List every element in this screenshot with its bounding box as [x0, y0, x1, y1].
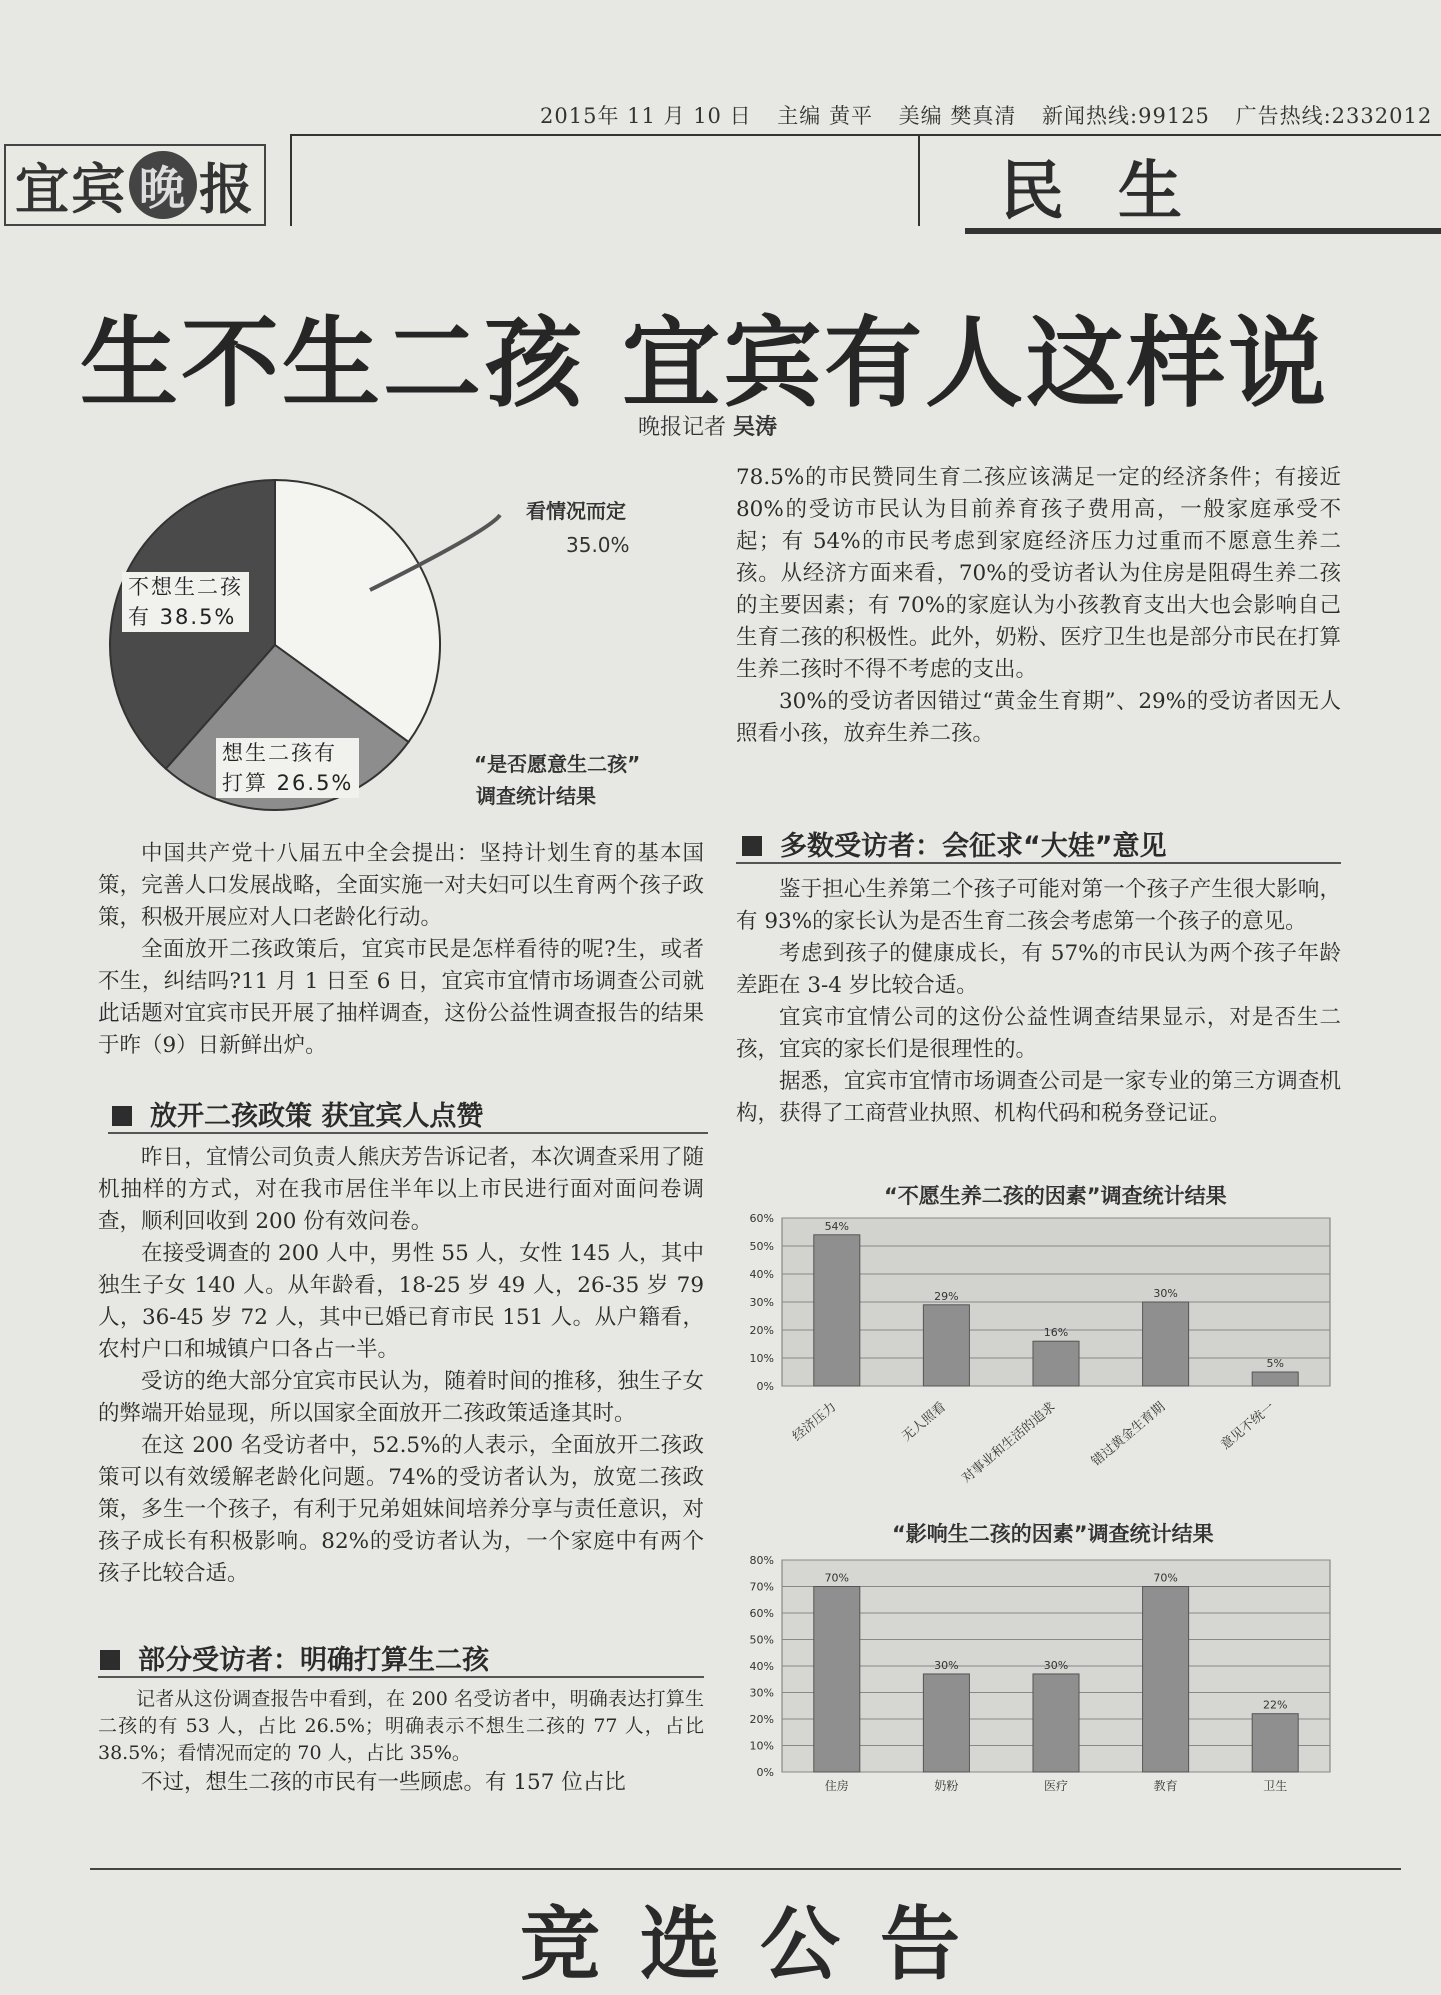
category-label: 经济压力: [789, 1399, 840, 1445]
y-tick-label: 40%: [749, 1660, 774, 1673]
bar: [814, 1235, 860, 1386]
news-hotline: 新闻热线:99125: [1042, 104, 1210, 128]
bar-value-label: 54%: [824, 1219, 850, 1233]
bar: [1252, 1372, 1298, 1386]
bar-chart-2-title: “影响生二孩的因素”调查统计结果: [892, 1522, 1214, 1546]
category-label: 奶粉: [934, 1779, 959, 1793]
paragraph: 30%的受访者因错过“黄金生育期”、29%的受访者因无人照看小孩，放弃生养二孩。: [736, 689, 1341, 746]
bar: [1143, 1587, 1189, 1773]
logo-circle-char: 晚: [129, 151, 197, 219]
y-tick-label: 50%: [749, 1240, 774, 1253]
subhead-rule: [98, 1676, 704, 1678]
category-label: 卫生: [1263, 1779, 1288, 1793]
paragraph: 宜宾市宜情公司的这份公益性调查结果显示，对是否生二孩，宜宾的家长们是很理性的。: [736, 1005, 1341, 1062]
square-bullet-icon: [100, 1650, 120, 1670]
paragraph: 在这 200 名受访者中，52.5%的人表示，全面放开二孩政策可以有效缓解老龄化问题。74%的受访者认为，放宽二孩政策，多生一个孩子，有利于兄弟姐妹间培养分享与责任意识，对孩子成长有积极影响。82%的受访者认为，一个家庭中有两个孩子比较合适。: [98, 1433, 704, 1586]
paragraph: 昨日，宜情公司负责人熊庆芳告诉记者，本次调查采用了随机抽样的方式，对在我市居住半年以上市民进行面对面问卷调查，顺利回收到 200 份有效问卷。: [98, 1145, 704, 1234]
next-article-title: 竞选公告: [520, 1898, 1000, 1991]
footer-rule: [90, 1868, 1401, 1870]
square-bullet-icon: [112, 1106, 132, 1126]
y-tick-label: 0%: [756, 1380, 774, 1393]
masthead-left-vrule: [290, 134, 292, 226]
right-column-bottom: [736, 874, 1341, 1130]
paragraph: 鉴于担心生养第二个孩子可能对第一个孩子产生很大影响，有 93%的家长认为是否生育二孩会考虑第一个孩子的意见。: [736, 877, 1341, 934]
chief-editor: 主编 黄平: [777, 104, 873, 128]
bar-value-label: 70%: [1153, 1571, 1178, 1585]
pie-label-wait-and-see: 看情况而定 35.0%: [526, 499, 630, 557]
y-tick-label: 20%: [749, 1713, 774, 1726]
paragraph: 全面放开二孩政策后，宜宾市民是怎样看待的呢?生，或者不生，纠结吗?11 月 1 日至 6 日，宜宾市宜情市场调查公司就此话题对宜宾市民开展了抽样调查，这份公益性调查报告的结果于昨（9）日新鲜出炉。: [98, 937, 704, 1058]
headline: 生不生二孩 宜宾有人这样说: [80, 307, 1330, 421]
y-tick-label: 0%: [756, 1766, 774, 1779]
bar-value-label: 5%: [1266, 1357, 1284, 1370]
byline: 晚报记者 吴涛: [638, 415, 778, 440]
art-editor: 美编 樊真清: [898, 104, 1017, 128]
subhead-rule: [736, 862, 1341, 864]
category-label: 意见不统一: [1218, 1399, 1278, 1453]
y-tick-label: 40%: [749, 1268, 774, 1281]
issue-date: 2015年 11 月 10 日: [540, 104, 752, 128]
subhead-plan-second-child: 部分受访者：明确打算生二孩: [100, 1638, 489, 1677]
left-column-middle: [98, 1142, 704, 1590]
bar-value-label: 16%: [1043, 1326, 1069, 1340]
bar-value-label: 29%: [934, 1289, 959, 1303]
newspaper-logo: 宜宾 晚 报: [4, 144, 266, 226]
paragraph: 中国共产党十八届五中全会提出：坚持计划生育的基本国策，完善人口发展战略，全面实施一对夫妇可以生育两个孩子政策，积极开展应对人口老龄化行动。: [98, 841, 704, 930]
category-label: 对事业和生活的追求: [959, 1399, 1059, 1487]
left-column-top: [98, 838, 704, 1062]
bar: [814, 1587, 860, 1773]
paragraph: 记者从这份调查报告中看到，在 200 名受访者中，明确表达打算生二孩的有 53 人，占比 26.5%；明确表示不想生二孩的 77 人，占比 38.5%；看情况而定的 70 人，占比 35%。: [98, 1688, 704, 1764]
y-tick-label: 50%: [749, 1633, 774, 1647]
masthead-info: [540, 100, 1441, 130]
bar-chart-1-title: “不愿生养二孩的因素”调查统计结果: [884, 1184, 1227, 1208]
left-column-bottom: [98, 1686, 704, 1799]
bar-value-label: 30%: [1153, 1287, 1178, 1300]
bar: [1033, 1341, 1079, 1386]
paragraph: 受访的绝大部分宜宾市民认为，随着时间的推移，独生子女的弊端开始显现，所以国家全面放开二孩政策适逢其时。: [98, 1369, 704, 1426]
bar-value-label: 70%: [824, 1571, 850, 1585]
bar-value-label: 30%: [1043, 1658, 1069, 1672]
paragraph: 78.5%的市民赞同生育二孩应该满足一定的经济条件；有接近 80%的受访市民认为目前养育孩子费用高，一般家庭承受不起；有 54%的市民考虑到家庭经济压力过重而不愿意生养二孩。从经济方面来看，70%的受访者认为住房是阻碍生养二孩的主要因素；有 70%的家庭认为小孩教育支出大也会影响自己生育二孩的积极性。此外，奶粉、医疗卫生也是部分市民在打算生养二孩时不得不考虑的支出。: [736, 465, 1341, 682]
right-column-top: [736, 462, 1341, 750]
bar: [1143, 1302, 1189, 1386]
y-tick-label: 60%: [749, 1212, 774, 1225]
y-tick-label: 10%: [749, 1352, 774, 1365]
masthead-right-vrule: [918, 134, 920, 226]
bar: [923, 1674, 969, 1772]
y-tick-label: 70%: [749, 1580, 774, 1594]
bar-chart-unwilling-factors: [740, 1208, 1340, 1508]
paragraph: 考虑到孩子的健康成长，有 57%的市民认为两个孩子年龄差距在 3-4 岁比较合适。: [736, 941, 1341, 998]
masthead-top-rule: [290, 134, 1441, 136]
pie-label-not-want: 不想生二孩 有 38.5%: [122, 572, 249, 632]
square-bullet-icon: [742, 836, 762, 856]
bar-chart-influence-factors: [740, 1548, 1340, 1796]
subhead-policy-praise: 放开二孩政策 获宜宾人点赞: [112, 1094, 483, 1133]
subhead-rule: [108, 1132, 708, 1134]
category-label: 错过黄金生育期: [1088, 1399, 1169, 1470]
paragraph: 据悉，宜宾市宜情市场调查公司是一家专业的第三方调查机构，获得了工商营业执照、机构代码和税务登记证。: [736, 1069, 1341, 1126]
pie-chart: [100, 470, 740, 830]
ad-hotline: 广告热线:2332012: [1235, 104, 1433, 128]
category-label: 教育: [1153, 1779, 1178, 1793]
bar-value-label: 30%: [934, 1658, 959, 1672]
bar: [1252, 1714, 1298, 1772]
bar: [1033, 1674, 1079, 1772]
bar: [923, 1305, 969, 1386]
y-tick-label: 30%: [749, 1686, 774, 1700]
section-title: 民生: [1000, 155, 1236, 229]
y-tick-label: 80%: [749, 1554, 774, 1567]
y-tick-label: 10%: [749, 1739, 774, 1753]
bar-value-label: 22%: [1262, 1698, 1288, 1712]
y-tick-label: 60%: [749, 1607, 774, 1620]
pie-label-plan-to: 想生二孩有 打算 26.5%: [216, 738, 359, 798]
category-label: 无人照看: [899, 1399, 949, 1445]
reporter-name: 吴涛: [733, 415, 778, 440]
y-tick-label: 20%: [749, 1324, 774, 1337]
paragraph: 不过，想生二孩的市民有一些顾虑。有 157 位占比: [141, 1770, 626, 1795]
paragraph: 在接受调查的 200 人中，男性 55 人，女性 145 人，其中独生子女 140 人。从年龄看，18-25 岁 49 人，26-35 岁 79 人，36-45 岁 72 人，其中已婚已育市民 151 人。从户籍看，农村户口和城镇户口各占一半。: [98, 1241, 704, 1362]
category-label: 医疗: [1043, 1779, 1069, 1793]
pie-chart-caption: “是否愿意生二孩” 调查统计结果: [474, 752, 641, 808]
y-tick-label: 30%: [749, 1296, 774, 1309]
subhead-consult-first-child: 多数受访者：会征求“大娃”意见: [742, 824, 1167, 863]
category-label: 住房: [824, 1779, 849, 1793]
